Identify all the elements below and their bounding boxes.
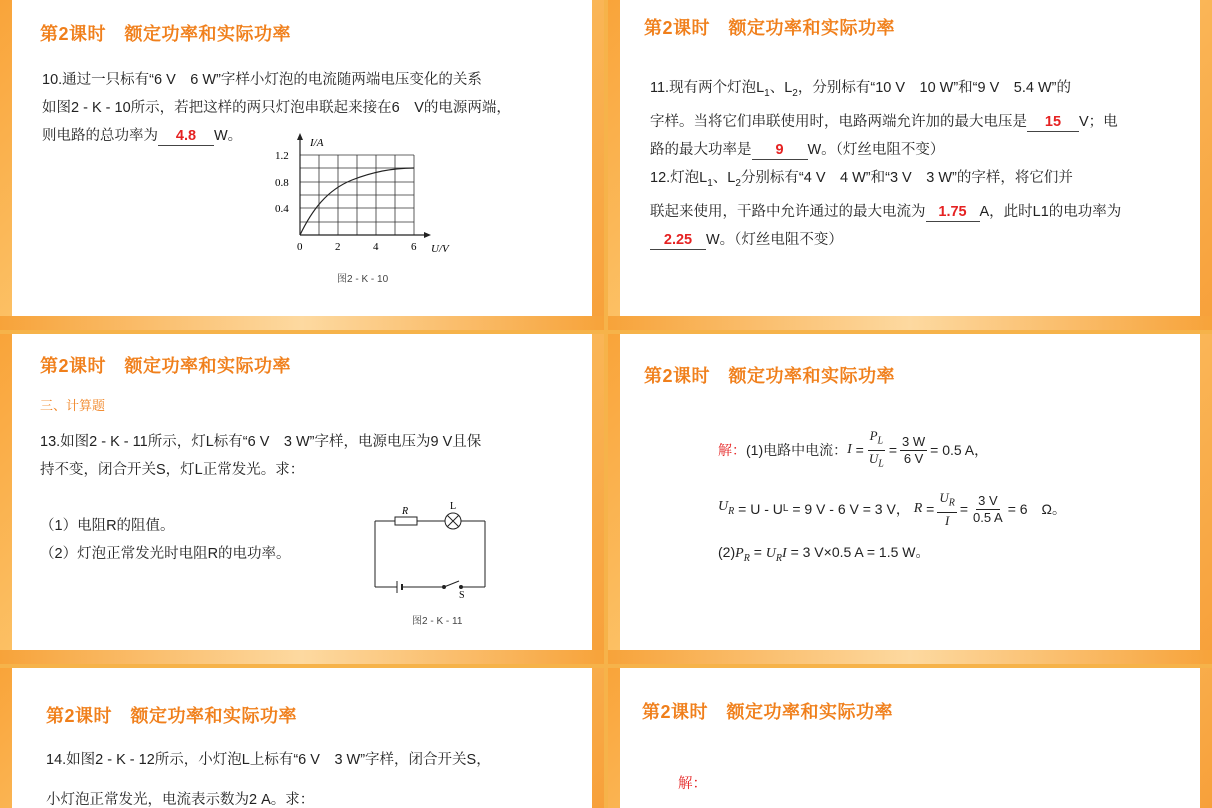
xtick: 6 xyxy=(411,241,417,253)
label-l: L xyxy=(450,501,457,512)
slide-title: 第2课时 额定功率和实际功率 xyxy=(46,706,298,726)
question-14: 14.如图2 - K - 12所示，小灯泡L上标有“6 V 3 W”字样，闭合开关S， 小灯泡正常发光，电流表示数为2 A。求： xyxy=(46,752,491,808)
xtick: 0 xyxy=(297,241,303,253)
q10-line3: 则电路的总功率为 4.8 W。 xyxy=(42,128,243,144)
solution-line-1: 解： (1)电路中电流： I = $\frac{P_L}{U_L}$ = $\frac{3 W}{6 V}$ = 0.5 A， xyxy=(718,428,989,470)
slide-footer-band xyxy=(0,316,604,330)
slide-body xyxy=(620,0,1200,316)
q11-answer-power: 9 xyxy=(752,141,808,160)
question-11-12: 11.现有两个灯泡$L_1$、$L_2$，分别标有“10 V 10 W”和“9 V 5.4 W”的 字样。当将它们串联使用时，电路两端允许加的最大电压是 15 V；电 路的最大功率是 9 W。（灯丝电阻不变） 12.灯泡$L_1$、$L_2$分别标有“4 V 4 W”和“3 V 3 W”的字样，将它们并 联起来使用，干路中允许通过的最大电流为 1.75 A，此时L1的电功率为 2.25 W。（灯丝电阻不变） xyxy=(650,80,1122,248)
q10-answer: 4.8 xyxy=(158,127,214,146)
iu-graph xyxy=(267,130,467,260)
slide-body xyxy=(620,334,1200,650)
slide-title: 第2课时 额定功率和实际功率 xyxy=(40,24,292,44)
slide-body xyxy=(620,668,1200,808)
figure-caption: 图2 - K - 10 xyxy=(337,274,389,285)
q10-line1: 10.通过一只标有“6 V 6 W”字样小灯泡的电流随两端电压变化的关系 xyxy=(42,72,482,88)
slide-title: 第2课时 额定功率和实际功率 xyxy=(644,18,896,38)
circuit-diagram xyxy=(367,499,497,599)
section-heading: 三、计算题 xyxy=(40,398,106,413)
ytick: 0.8 xyxy=(275,177,289,189)
slide-footer-band xyxy=(608,316,1212,330)
slide-5 xyxy=(0,668,604,808)
slide-2 xyxy=(608,0,1212,330)
q12-answer-current: 1.75 xyxy=(926,203,980,222)
slide-body xyxy=(12,668,592,808)
ytick: 1.2 xyxy=(275,150,289,162)
slide-body xyxy=(12,0,592,316)
q12-answer-power: 2.25 xyxy=(650,231,706,250)
question-13-parts: （1）电阻R的阻值。 （2）灯泡正常发光时电阻R的电功率。 xyxy=(40,518,291,562)
slide-footer-band xyxy=(608,650,1212,664)
xtick: 4 xyxy=(373,241,379,253)
q10-line2: 如图2 - K - 10所示，若把这样的两只灯泡串联起来接在6 V的电源两端， xyxy=(42,100,511,116)
slide-3 xyxy=(0,334,604,664)
slide-footer-band xyxy=(0,650,604,664)
slide-title: 第2课时 额定功率和实际功率 xyxy=(642,702,894,722)
solution-label: 解： xyxy=(678,776,707,792)
label-r: R xyxy=(402,506,409,517)
label-s: S xyxy=(459,590,465,599)
graph-xlabel: U/V xyxy=(431,243,449,255)
xtick: 2 xyxy=(335,241,341,253)
question-13: 13.如图2 - K - 11所示，灯L标有“6 V 3 W”字样，电源电压为9 V且保 持不变，闭合开关S，灯L正常发光。求： xyxy=(40,434,482,478)
slide-title: 第2课时 额定功率和实际功率 xyxy=(644,366,896,386)
solution-line-2: $U_R$ = U - U L = 9 V - 6 V = 3 V， R = $\frac{U_R}{I}$ = $\frac{3 V}{0.5 A}$ = 6 Ω。 xyxy=(718,490,1067,528)
q11-answer-voltage: 15 xyxy=(1027,113,1079,132)
solution-line-3: $(2)P_R = U_RI = 3$ V×0.5 A = 1.5 W。 xyxy=(718,544,930,564)
slide-6 xyxy=(608,668,1212,808)
ytick: 0.4 xyxy=(275,203,289,215)
graph-ylabel: I/A xyxy=(310,137,324,149)
figure-caption: 图2 - K - 11 xyxy=(412,616,463,627)
slide-4 xyxy=(608,334,1212,664)
slide-title: 第2课时 额定功率和实际功率 xyxy=(40,356,292,376)
slide-1 xyxy=(0,0,604,330)
slide-body xyxy=(12,334,592,650)
